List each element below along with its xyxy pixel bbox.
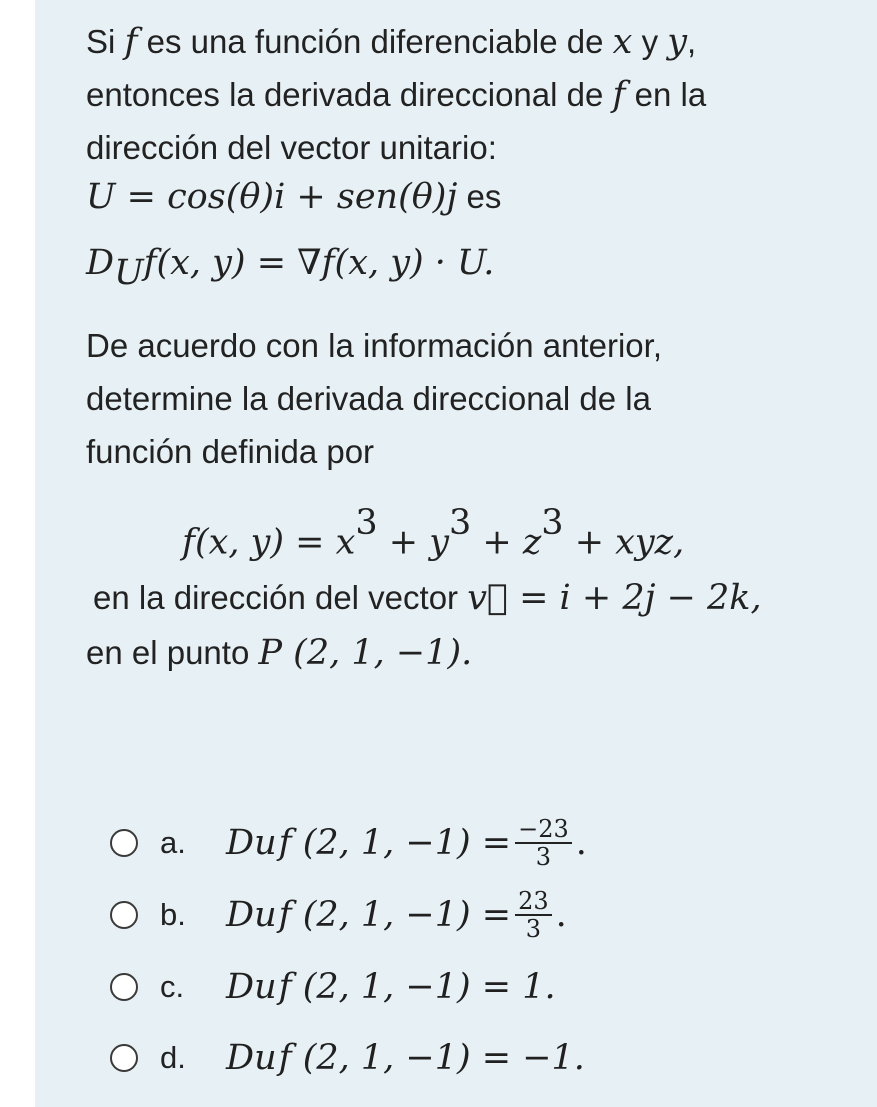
directional-def-formula: f(x, y) = ∇f(x, y) · U. bbox=[143, 243, 495, 283]
math-D: D bbox=[226, 967, 255, 1007]
unit-vector-line bbox=[86, 177, 501, 217]
option-expression: f (2, 1, −1) = −1. bbox=[278, 1038, 585, 1078]
question-line-3 bbox=[86, 128, 497, 168]
fraction-denominator: 3 bbox=[535, 843, 552, 871]
question-line-2 bbox=[86, 75, 706, 115]
math-f: f bbox=[124, 22, 138, 62]
para2-line3: función definida por bbox=[86, 433, 375, 470]
directional-derivative-def bbox=[86, 243, 494, 293]
function-term: + xyz, bbox=[563, 522, 685, 563]
math-D: D bbox=[226, 823, 255, 863]
point-line bbox=[86, 633, 472, 673]
math-f: f bbox=[612, 75, 626, 115]
exponent: 3 bbox=[448, 503, 472, 543]
fraction-denominator: 3 bbox=[525, 915, 541, 943]
unit-vector-formula: U = cos(θ)i + sen(θ)j bbox=[86, 177, 458, 217]
option-b[interactable] bbox=[110, 887, 567, 943]
question-line-para2-1 bbox=[86, 326, 662, 366]
exponent: 3 bbox=[355, 503, 378, 543]
option-tail: . bbox=[575, 823, 587, 863]
exponent: 3 bbox=[541, 503, 564, 543]
math-x: x bbox=[612, 22, 633, 62]
radio-button[interactable] bbox=[110, 973, 138, 1001]
option-letter: d. bbox=[160, 1040, 186, 1075]
line3-text: dirección del vector unitario: bbox=[86, 129, 497, 166]
function-term: + z bbox=[471, 522, 542, 563]
comma: , bbox=[687, 23, 697, 60]
intro-text-2: es una función diferenciable de bbox=[137, 23, 613, 60]
option-c[interactable] bbox=[110, 962, 556, 1012]
fraction-numerator: 23 bbox=[515, 888, 552, 916]
option-tail: . bbox=[555, 895, 567, 935]
fraction bbox=[515, 888, 552, 942]
fraction bbox=[515, 816, 572, 870]
option-expression: f (2, 1, −1) = bbox=[278, 823, 512, 863]
function-lhs: f(x, y) = x bbox=[182, 522, 356, 563]
math-sub-U: U bbox=[114, 252, 144, 293]
para2-line2: determine la derivada direccional de la bbox=[86, 380, 651, 417]
radio-button[interactable] bbox=[110, 901, 138, 929]
para2-line1: De acuerdo con la información anterior, bbox=[86, 327, 662, 364]
line2-text: entonces la derivada direccional de bbox=[86, 76, 613, 113]
math-D: D bbox=[86, 243, 115, 283]
option-d[interactable] bbox=[110, 1033, 585, 1083]
fraction-numerator: −23 bbox=[515, 816, 572, 844]
direction-line bbox=[93, 578, 762, 618]
function-definition bbox=[182, 503, 684, 562]
question-line-para2-3 bbox=[86, 432, 374, 472]
point-text: en el punto bbox=[86, 634, 259, 671]
math-sub-u: u bbox=[254, 967, 277, 1007]
intro-text: Si bbox=[86, 23, 125, 60]
option-letter: b. bbox=[160, 897, 186, 932]
question-line-1 bbox=[86, 22, 696, 62]
option-expression: f (2, 1, −1) = bbox=[278, 895, 512, 935]
math-sub-u: u bbox=[254, 1038, 277, 1078]
option-expression: f (2, 1, −1) = 1. bbox=[278, 967, 556, 1007]
math-y: y bbox=[667, 22, 688, 62]
unit-vector-es: es bbox=[457, 178, 502, 215]
option-a[interactable] bbox=[110, 815, 587, 871]
math-D: D bbox=[226, 895, 255, 935]
math-sub-u: u bbox=[254, 823, 277, 863]
math-sub-u: u bbox=[254, 895, 277, 935]
math-D: D bbox=[226, 1038, 255, 1078]
direction-vector: v⃗ = i + 2j − 2k, bbox=[467, 578, 762, 618]
line2-end: en la bbox=[625, 76, 707, 113]
direction-text: en la dirección del vector bbox=[93, 579, 468, 616]
question-line-para2-2 bbox=[86, 379, 651, 419]
radio-button[interactable] bbox=[110, 829, 138, 857]
conjunction: y bbox=[632, 23, 668, 60]
point-value: P (2, 1, −1). bbox=[258, 633, 473, 673]
function-term: + y bbox=[377, 522, 449, 563]
option-letter: a. bbox=[160, 825, 186, 860]
radio-button[interactable] bbox=[110, 1044, 138, 1072]
option-letter: c. bbox=[160, 969, 185, 1004]
